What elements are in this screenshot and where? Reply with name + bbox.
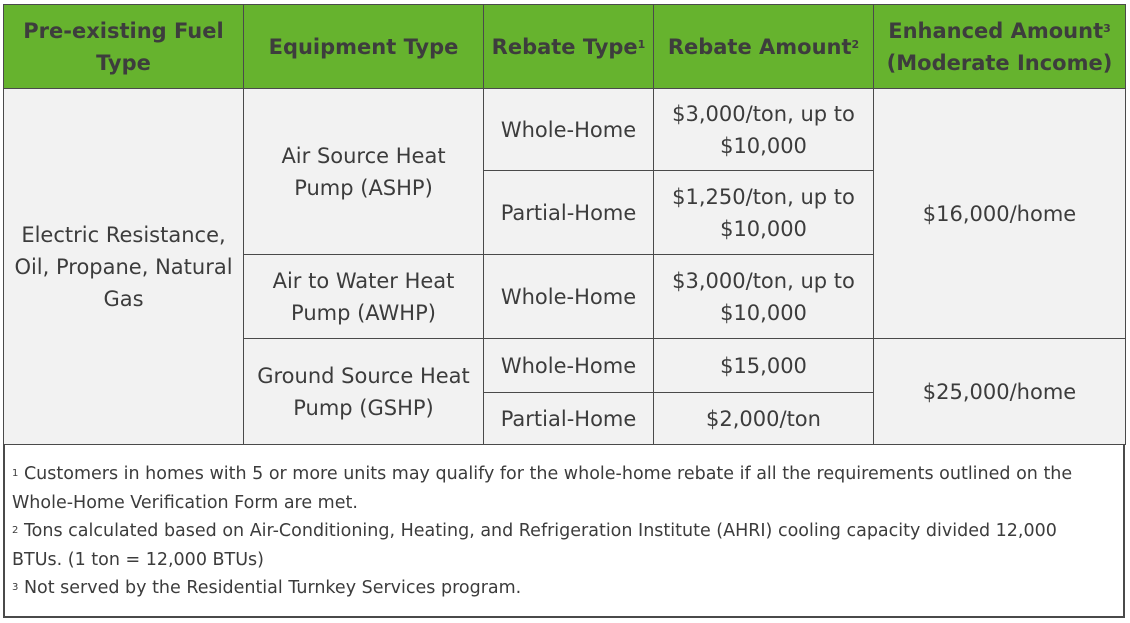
footnote-3: $^3$ Not served by the Residential Turnkey Services program. xyxy=(12,578,522,598)
enhanced-amount-cell: $25,000/home xyxy=(874,339,1126,445)
rebate-amount-cell: $3,000/ton, up to $10,000 xyxy=(654,255,874,339)
header-row xyxy=(4,5,1126,89)
rebate-amount-cell: $1,250/ton, up to $10,000 xyxy=(654,171,874,255)
header-fuel-type: Pre-existing Fuel Type xyxy=(4,5,244,89)
table-row xyxy=(4,89,1126,171)
equipment-gshp-cell: Ground Source Heat Pump (GSHP) xyxy=(244,339,484,445)
rebate-amount-cell: $2,000/ton xyxy=(654,393,874,445)
rebate-type-cell: Whole-Home xyxy=(484,89,654,171)
rebate-table xyxy=(3,4,1126,445)
enhanced-amount-cell: $16,000/home xyxy=(874,89,1126,339)
rebate-amount-cell: $3,000/ton, up to $10,000 xyxy=(654,89,874,171)
rebate-type-cell: Whole-Home xyxy=(484,255,654,339)
header-enhanced-amount: Enhanced Amount$^3$ (Moderate Income) xyxy=(874,5,1126,89)
header-rebate-type: Rebate Type$^1$ xyxy=(484,5,654,89)
footnote-1: $^1$ Customers in homes with 5 or more units may qualify for the whole-home rebate if all the requirements outlined on the Whole-Home Verification Form are met. xyxy=(12,464,1073,513)
rebate-amount-cell: $15,000 xyxy=(654,339,874,393)
equipment-ashp-cell: Air Source Heat Pump (ASHP) xyxy=(244,89,484,255)
footnotes xyxy=(12,460,1112,603)
rebate-type-cell: Partial-Home xyxy=(484,393,654,445)
footnote-2: $^2$ Tons calculated based on Air-Conditioning, Heating, and Refrigeration Institute (AHRI) cooling capacity divided 12,000 BTUs. (1 ton = 12,000 BTUs) xyxy=(12,521,1057,570)
fuel-type-cell: Electric Resistance, Oil, Propane, Natural Gas xyxy=(4,89,244,445)
header-equipment-type: Equipment Type xyxy=(244,5,484,89)
rebate-type-cell: Whole-Home xyxy=(484,339,654,393)
header-rebate-amount: Rebate Amount$^2$ xyxy=(654,5,874,89)
rebate-type-cell: Partial-Home xyxy=(484,171,654,255)
equipment-awhp-cell: Air to Water Heat Pump (AWHP) xyxy=(244,255,484,339)
